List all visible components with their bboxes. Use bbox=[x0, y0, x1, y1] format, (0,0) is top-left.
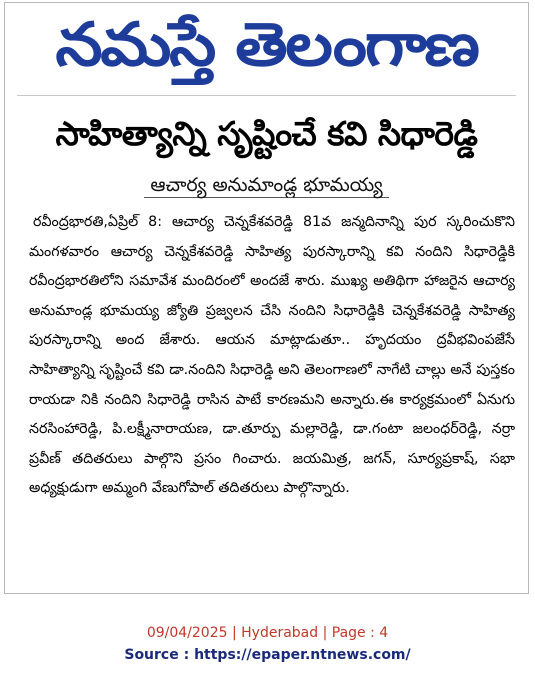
article-headline: సాహిత్యాన్ని సృష్టించే కవి సిధారెడ్డి bbox=[55, 114, 478, 153]
article-clipping bbox=[4, 2, 529, 594]
masthead-divider bbox=[17, 95, 516, 96]
clipping-footer bbox=[0, 622, 535, 666]
publication-info: 09/04/2025 | Hyderabad | Page : 4 bbox=[146, 625, 389, 641]
article-byline bbox=[5, 171, 528, 199]
source-link[interactable]: Source : https://epaper.ntnews.com/ bbox=[124, 647, 411, 663]
newspaper-masthead: నమస్తే తెలంగాణ bbox=[55, 10, 478, 80]
article-body: రవీంద్రభారతి,ఏప్రిల్ 8: ఆచార్య చెన్నకేశవరెడ్డి 81వ జన్మదినాన్ని పుర స్కరించుకొని మంగళవారం ఆచార్య చెన్నకేశవరెడ్డి సాహిత్య పురస్కారాన్ని కవి నందిని సిధారెడ్డికి రవీంద్రభారతిలోని సమావేశ మందిరంలో అందజే శారు. ముఖ్య అతిథిగా హాజరైన ఆచార్య అనుమాండ్ల భూమయ్య జ్యోతి ప్రజ్వలన చేసి నందిని సిధారెడ్డికి చెన్నకేశవరెడ్డి సాహిత్య పురస్కారాన్ని అంద జేశారు. ఆయన మాట్లాడుతూ.. హృదయం ద్రవీభవింపజేసే సాహిత్యాన్ని సృష్టించే కవి డా.నందిని సిధారెడ్డి అని తెలంగాణలో నాగేటి చాల్లు అనే పుస్తకం రాయడా నికి నందిని సిధారెడ్డి రాసిన పాటే కారణమని అన్నారు.ఈ కార్యక్రమంలో ఏనుగు నరసింహారెడ్డి, పి.లక్ష్మీనారాయణ, డా.తూర్పు మల్లారెడ్డి, డా.గంటా జలంధర్‌రెడ్డి, నర్రా ప్రవీణ్ తదితరులు పాల్గొని ప్రసం గించారు. జయమిత్ర, జగన్, సూర్యప్రకాష్, సభా అధ్యక్షుడుగా అమ్మంగి వేణుగోపాల్ తదితరులు పాల్గొన్నారు. bbox=[29, 214, 515, 497]
byline-text: ఆచార్య అనుమాండ్ల భూమయ్య bbox=[144, 174, 388, 198]
